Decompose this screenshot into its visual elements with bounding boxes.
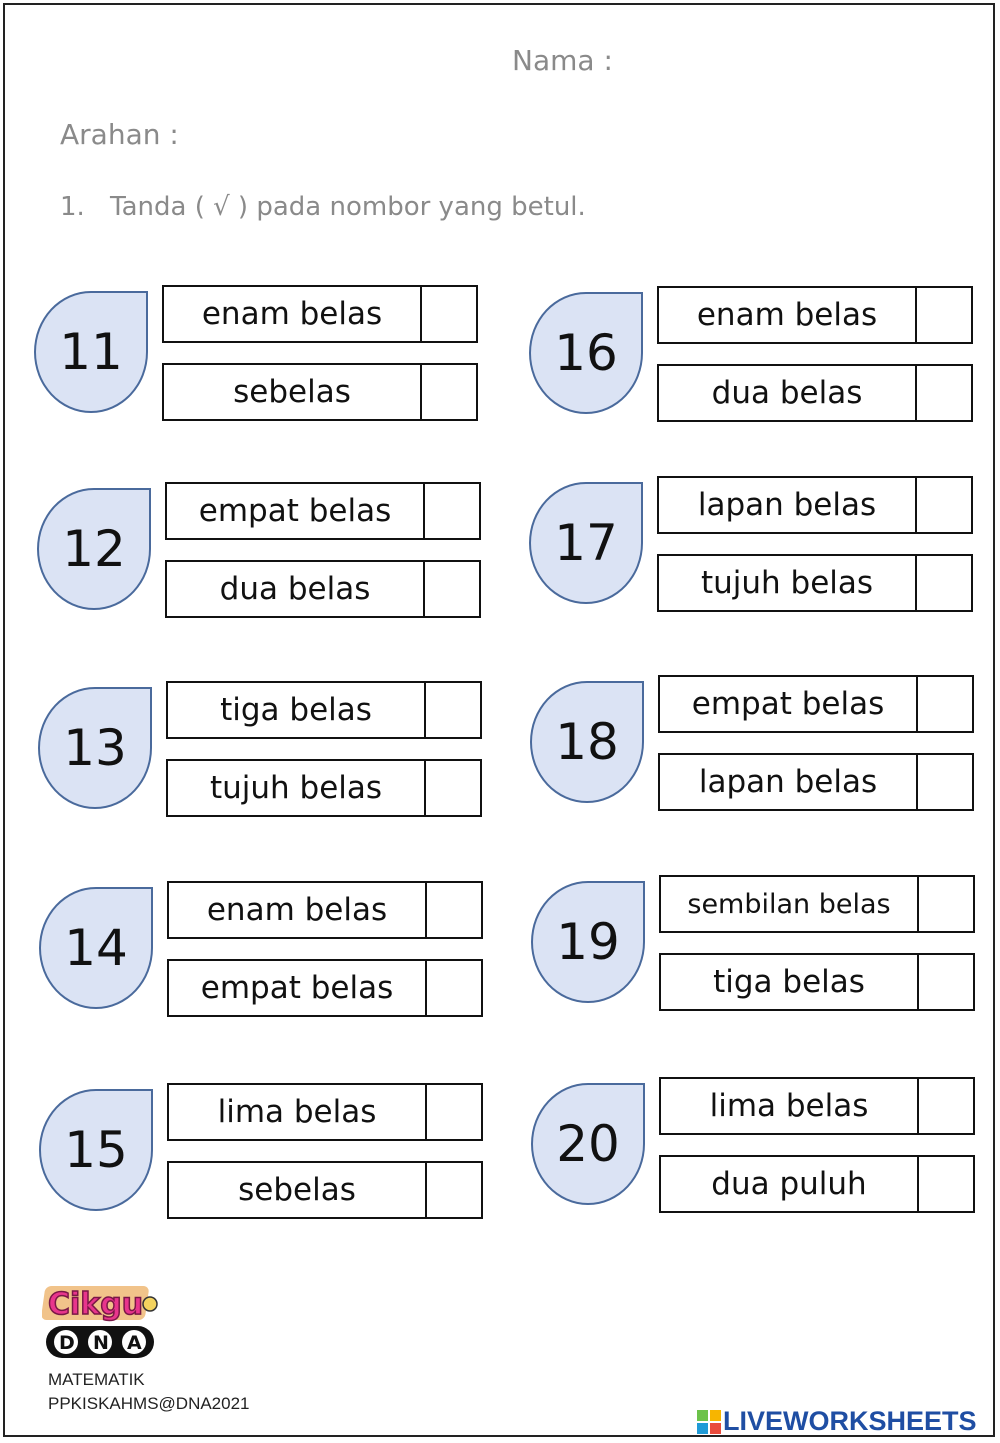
option-label: lapan belas (660, 755, 918, 809)
option-label: enam belas (169, 883, 427, 937)
option-row (657, 554, 973, 612)
option-label: lima belas (169, 1085, 427, 1139)
cikgu-dna-logo (42, 1282, 162, 1362)
liveworksheets-icon (697, 1410, 721, 1434)
question-19 (531, 875, 991, 1015)
question-18 (530, 675, 990, 815)
question-number: 13 (63, 719, 127, 777)
svg-text:D: D (59, 1332, 75, 1354)
option-row (167, 1161, 483, 1219)
option-row (165, 560, 481, 618)
question-17 (529, 476, 989, 616)
tick-box[interactable] (427, 1085, 481, 1139)
tick-box[interactable] (917, 478, 971, 532)
option-label: tiga belas (661, 955, 919, 1009)
credit-label: PPKISKAHMS@DNA2021 (48, 1394, 250, 1413)
option-label: empat belas (167, 484, 425, 538)
option-row (166, 681, 482, 739)
option-row (165, 482, 481, 540)
option-row (162, 285, 478, 343)
option-label: dua puluh (661, 1157, 919, 1211)
question-number: 18 (555, 713, 619, 771)
name-label: Nama : (512, 44, 613, 77)
option-label: lapan belas (659, 478, 917, 532)
instruction-text: Tanda ( √ ) pada nombor yang betul. (110, 192, 586, 222)
tick-box[interactable] (427, 883, 481, 937)
tick-box[interactable] (422, 365, 476, 419)
question-number: 12 (62, 520, 126, 578)
option-label: dua belas (167, 562, 425, 616)
question-20 (531, 1077, 991, 1217)
subject-label: MATEMATIK (48, 1370, 145, 1389)
question-11 (34, 285, 494, 425)
option-label: tujuh belas (659, 556, 917, 610)
svg-text:A: A (127, 1332, 142, 1354)
option-row (162, 363, 478, 421)
option-row (658, 675, 974, 733)
question-13 (38, 681, 498, 821)
liveworksheets-brand[interactable] (697, 1406, 977, 1437)
tick-box[interactable] (919, 955, 973, 1009)
option-row (657, 364, 973, 422)
option-row (657, 476, 973, 534)
option-row (167, 1083, 483, 1141)
option-row (167, 959, 483, 1017)
instruction-line (60, 192, 586, 222)
tick-box[interactable] (427, 1163, 481, 1217)
question-number: 16 (554, 324, 618, 382)
option-label: tujuh belas (168, 761, 426, 815)
svg-text:N: N (93, 1332, 109, 1354)
option-row (657, 286, 973, 344)
option-label: tiga belas (168, 683, 426, 737)
tick-box[interactable] (919, 1157, 973, 1211)
tick-box[interactable] (918, 677, 972, 731)
option-row (166, 759, 482, 817)
question-number: 14 (64, 919, 128, 977)
instructions-label: Arahan : (60, 118, 179, 151)
tick-box[interactable] (918, 755, 972, 809)
option-row (659, 1155, 975, 1213)
question-number: 19 (556, 913, 620, 971)
tick-box[interactable] (427, 961, 481, 1015)
question-number: 11 (59, 323, 123, 381)
option-label: enam belas (164, 287, 422, 341)
question-15 (39, 1083, 499, 1223)
option-label: sembilan belas (661, 877, 919, 931)
tick-box[interactable] (426, 683, 480, 737)
option-row (167, 881, 483, 939)
liveworksheets-text: LIVEWORKSHEETS (723, 1406, 977, 1436)
option-label: sebelas (169, 1163, 427, 1217)
option-row (659, 1077, 975, 1135)
option-label: dua belas (659, 366, 917, 420)
tick-box[interactable] (919, 877, 973, 931)
option-label: lima belas (661, 1079, 919, 1133)
question-number: 15 (64, 1121, 128, 1179)
option-row (658, 753, 974, 811)
question-14 (39, 881, 499, 1021)
option-row (659, 875, 975, 933)
question-number: 17 (554, 514, 618, 572)
option-label: sebelas (164, 365, 422, 419)
tick-box[interactable] (426, 761, 480, 815)
tick-box[interactable] (919, 1079, 973, 1133)
question-number: 20 (556, 1115, 620, 1173)
question-12 (37, 482, 497, 622)
instruction-number: 1. (60, 192, 85, 222)
tick-box[interactable] (422, 287, 476, 341)
tick-box[interactable] (917, 366, 971, 420)
tick-box[interactable] (917, 556, 971, 610)
svg-text:Cikgu: Cikgu (48, 1287, 144, 1322)
option-label: empat belas (169, 961, 427, 1015)
footer-credits (48, 1368, 250, 1416)
question-16 (529, 286, 989, 426)
option-label: empat belas (660, 677, 918, 731)
tick-box[interactable] (425, 562, 479, 616)
tick-box[interactable] (425, 484, 479, 538)
option-row (659, 953, 975, 1011)
tick-box[interactable] (917, 288, 971, 342)
option-label: enam belas (659, 288, 917, 342)
